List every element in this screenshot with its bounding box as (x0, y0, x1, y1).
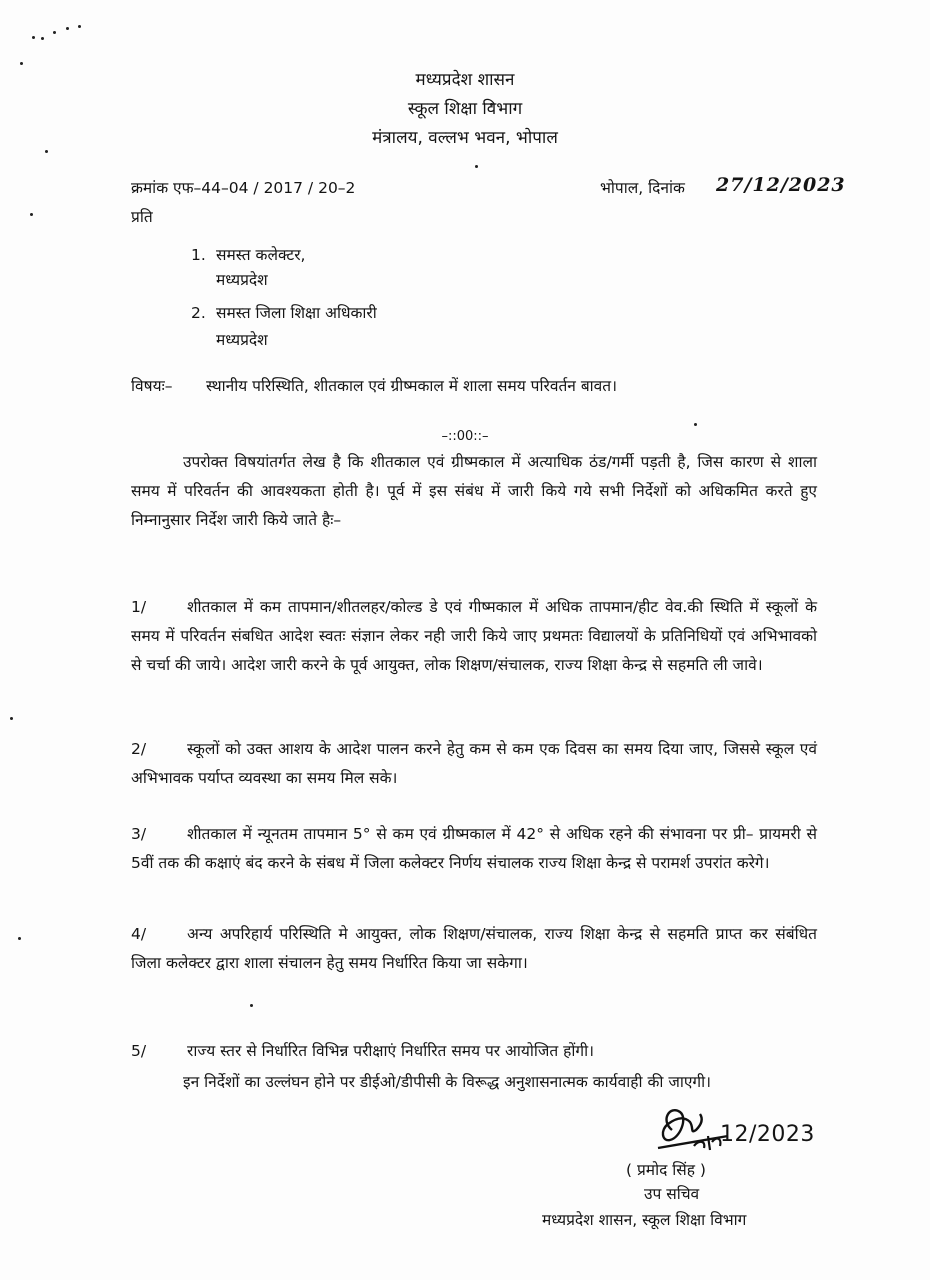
point-4 (131, 920, 817, 978)
signatory-designation: उप सचिव (644, 1185, 700, 1203)
header-address: मंत्रालय, वल्लभ भवन, भोपाल (372, 128, 558, 148)
point-number: 1/ (131, 598, 147, 616)
point-number: 2/ (131, 740, 147, 758)
point-number: 4/ (131, 925, 147, 943)
point-2 (131, 735, 817, 793)
point-text: शीतकाल में कम तापमान/शीतलहर/कोल्ड डे एवं गीष्मकाल में अधिक तापमान/हीट वेव.की स्थिति में स्कूलों के समय में परिवर्तन संबधित आदेश स्वतः संज्ञान लेकर नही जारी किये जाए प्रथमतः विद्यालयों के प्रतिनिधियों एवं अभिभावको से चर्चा की जाये। आदेश जारी करने के पूर्व आयुक्त, लोक शिक्षण/संचालक, राज्य शिक्षा केन्द्र से सहमति ली जावे। (131, 598, 817, 674)
recipient-state: मध्यप्रदेश (216, 331, 268, 349)
signatory-department: मध्यप्रदेश शासन, स्कूल शिक्षा विभाग (542, 1211, 747, 1229)
point-text: राज्य स्तर से निर्धारित विभिन्न परीक्षाएं निर्धारित समय पर आयोजित होंगी। (187, 1042, 595, 1060)
subject-label: विषयः– (131, 377, 173, 395)
point-5 (131, 1037, 817, 1066)
subject-text: स्थानीय परिस्थिति, शीतकाल एवं ग्रीष्मकाल में शाला समय परिवर्तन बावत। (206, 377, 618, 395)
to-label: प्रति (131, 208, 153, 226)
intro-text: उपरोक्त विषयांतर्गत लेख है कि शीतकाल एवं ग्रीष्मकाल में अत्याधिक ठंड/गर्मी पड़ती है, जिस कारण से शाला समय में परिवर्तन की आवश्यकता होती है। पूर्व में इस संबंध में जारी किये गये सभी निर्देशों को अधिकमित करते हुए निम्नानुसार निर्देश जारी किये जाते हैः– (131, 453, 817, 529)
intro-paragraph (131, 448, 817, 535)
closing-text: इन निर्देशों का उल्लंघन होने पर डीईओ/डीपीसी के विरूद्ध अनुशासनात्मक कार्यवाही की जाएगी। (183, 1073, 712, 1091)
recipient-number: 1. (191, 246, 206, 264)
recipient-title: समस्त कलेक्टर, (216, 246, 306, 264)
point-3 (131, 820, 817, 878)
recipient-state: मध्यप्रदेश (216, 271, 268, 289)
point-number: 3/ (131, 825, 147, 843)
point-number: 5/ (131, 1042, 147, 1060)
signature-date: 12/2023 (720, 1122, 815, 1147)
point-1 (131, 593, 817, 680)
closing-paragraph (131, 1068, 817, 1097)
handwritten-date: 27/12/2023 (716, 174, 846, 196)
header-government: मध्यप्रदेश शासन (415, 70, 515, 90)
point-text: शीतकाल में न्यूनतम तापमान 5° से कम एवं ग्रीष्मकाल में 42° से अधिक रहने की संभावना पर प्री– प्रायमरी से 5वीं तक की कक्षाएं बंद करने के संबध में जिला कलेक्टर निर्णय संचालक राज्य शिक्षा केन्द्र से परामर्श उपरांत करेगे। (131, 825, 817, 872)
place-date-label: भोपाल, दिनांक (600, 179, 685, 197)
header-department: स्कूल शिक्षा विभाग (407, 99, 523, 119)
point-text: अन्य अपरिहार्य परिस्थिति मे आयुक्त, लोक शिक्षण/संचालक, राज्य शिक्षा केन्द्र से सहमति प्राप्त कर संबंधित जिला कलेक्टर द्वारा शाला संचालन हेतु समय निर्धारित किया जा सकेगा। (131, 925, 817, 972)
recipient-title: समस्त जिला शिक्षा अधिकारी (216, 304, 377, 322)
signatory-name: ( प्रमोद सिंह ) (626, 1161, 706, 1179)
recipient-number: 2. (191, 304, 206, 322)
reference-number: क्रमांक एफ–44–04 / 2017 / 20–2 (131, 179, 356, 197)
separator: –::00::– (441, 429, 489, 444)
point-text: स्कूलों को उक्त आशय के आदेश पालन करने हेतु कम से कम एक दिवस का समय दिया जाए, जिससे स्कूल एवं अभिभावक पर्याप्त व्यवस्था का समय मिल सके। (131, 740, 817, 787)
